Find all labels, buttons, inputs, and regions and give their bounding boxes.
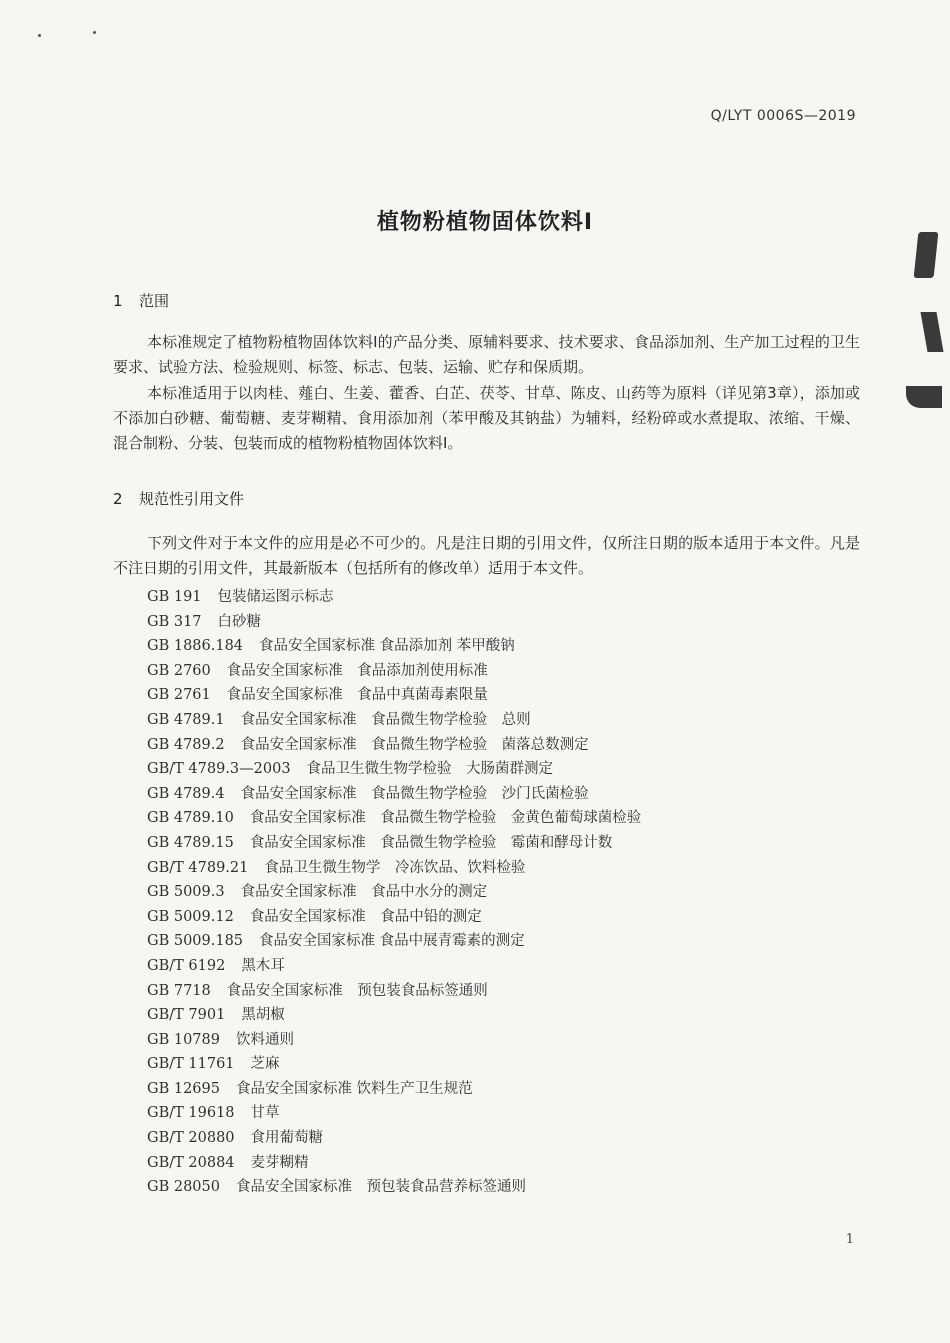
reference-item xyxy=(147,1028,847,1053)
reference-code: GB/T 20884 xyxy=(147,1154,235,1171)
scan-speck xyxy=(93,31,96,34)
reference-name: 食品安全国家标准 食品中水分的测定 xyxy=(240,884,488,901)
scan-speck xyxy=(38,34,41,37)
reference-item xyxy=(147,905,847,930)
reference-code: GB 4789.1 xyxy=(147,711,225,728)
reference-code: GB 4789.15 xyxy=(147,834,234,851)
reference-item xyxy=(147,1101,847,1126)
reference-name: 食品安全国家标准 食品中真菌毒素限量 xyxy=(226,687,488,704)
reference-item xyxy=(147,585,847,610)
reference-name: 食品安全国家标准 食品添加剂使用标准 xyxy=(226,662,488,679)
section-title: 范围 xyxy=(139,292,170,310)
reference-name: 食品安全国家标准 饮料生产卫生规范 xyxy=(235,1080,473,1097)
reference-code: GB 317 xyxy=(147,613,202,630)
reference-name: 食品安全国家标准 食品微生物学检验 金黄色葡萄球菌检验 xyxy=(249,810,642,827)
scan-edge-mark xyxy=(906,386,942,408)
reference-item xyxy=(147,1003,847,1028)
reference-code: GB 4789.4 xyxy=(147,785,225,802)
reference-name: 食品安全国家标准 食品微生物学检验 霉菌和酵母计数 xyxy=(249,834,613,851)
reference-item xyxy=(147,1126,847,1151)
reference-name: 食品卫生微生物学检验 大肠菌群测定 xyxy=(306,761,554,778)
scope-paragraph-2: 本标准适用于以肉桂、薤白、生姜、藿香、白芷、茯苓、甘草、陈皮、山药等为原料（详见第3章），添加或不添加白砂糖、葡萄糖、麦芽糊精、食用添加剂（苯甲酸及其钠盐）为辅料，经粉碎或水煮提取、浓缩、干燥、混合制粉、分装、包装而成的植物粉植物固体饮料Ⅰ。 xyxy=(113,384,860,452)
reference-item xyxy=(147,954,847,979)
reference-code: GB/T 4789.3—2003 xyxy=(147,761,291,778)
reference-name: 食品安全国家标准 食品微生物学检验 总则 xyxy=(240,711,531,728)
normative-references-intro: 下列文件对于本文件的应用是必不可少的。凡是注日期的引用文件，仅所注日期的版本适用于本文件。凡是不注日期的引用文件，其最新版本（包括所有的修改单）适用于本文件。 xyxy=(113,534,860,577)
reference-code: GB/T 7901 xyxy=(147,1007,226,1024)
reference-code: GB 5009.3 xyxy=(147,884,225,901)
reference-item xyxy=(147,757,847,782)
reference-code: GB 12695 xyxy=(147,1080,220,1097)
reference-name: 饮料通则 xyxy=(235,1031,294,1048)
standard-code: Q/LYT 0006S—2019 xyxy=(710,108,856,124)
reference-code: GB 28050 xyxy=(147,1179,220,1196)
reference-item xyxy=(147,880,847,905)
reference-code: GB 191 xyxy=(147,589,202,605)
section-2-heading xyxy=(113,488,244,509)
reference-name: 芝麻 xyxy=(250,1056,280,1073)
reference-item xyxy=(147,831,847,856)
reference-item xyxy=(147,782,847,807)
reference-name: 食品安全国家标准 食品微生物学检验 沙门氏菌检验 xyxy=(240,785,589,802)
reference-name: 食品安全国家标准 食品添加剂 苯甲酸钠 xyxy=(259,638,515,655)
reference-item xyxy=(147,1151,847,1176)
scan-edge-mark xyxy=(914,232,939,278)
reference-item xyxy=(147,1052,847,1077)
reference-item xyxy=(147,708,847,733)
reference-item xyxy=(147,806,847,831)
page-number: 1 xyxy=(845,1232,854,1247)
section-1-heading xyxy=(113,290,169,311)
reference-item xyxy=(147,1077,847,1102)
reference-name: 白砂糖 xyxy=(217,613,262,630)
reference-name: 食品卫生微生物学 冷冻饮品、饮料检验 xyxy=(264,859,526,876)
reference-code: GB/T 11761 xyxy=(147,1056,235,1073)
reference-item xyxy=(147,659,847,684)
reference-item xyxy=(147,683,847,708)
reference-code: GB 10789 xyxy=(147,1031,220,1048)
reference-name: 食品安全国家标准 食品微生物学检验 菌落总数测定 xyxy=(240,736,589,753)
reference-item xyxy=(147,610,847,635)
reference-code: GB 4789.2 xyxy=(147,736,225,753)
scope-paragraph-1: 本标准规定了植物粉植物固体饮料Ⅰ的产品分类、原辅料要求、技术要求、食品添加剂、生产加工过程的卫生要求、试验方法、检验规则、标签、标志、包装、运输、贮存和保质期。 xyxy=(113,333,860,376)
reference-name: 甘草 xyxy=(250,1105,280,1122)
reference-item xyxy=(147,856,847,881)
reference-name: 包装储运图示标志 xyxy=(217,589,334,605)
reference-code: GB 5009.185 xyxy=(147,933,244,950)
reference-code: GB 2760 xyxy=(147,662,211,679)
reference-code: GB 7718 xyxy=(147,982,211,999)
reference-name: 麦芽糊精 xyxy=(250,1154,309,1171)
section-number: 1 xyxy=(113,292,123,310)
reference-name: 黑胡椒 xyxy=(241,1007,285,1024)
document-title: 植物粉植物固体饮料Ⅰ xyxy=(376,210,594,235)
scan-edge-mark xyxy=(920,312,943,352)
reference-code: GB/T 20880 xyxy=(147,1130,235,1147)
reference-item xyxy=(147,733,847,758)
reference-name: 食品安全国家标准 预包装食品标签通则 xyxy=(226,982,488,999)
reference-code: GB/T 19618 xyxy=(147,1105,235,1122)
reference-code: GB 5009.12 xyxy=(147,908,234,925)
reference-name: 食品安全国家标准 食品中展青霉素的测定 xyxy=(259,933,525,950)
reference-code: GB/T 4789.21 xyxy=(147,859,249,876)
section-title: 规范性引用文件 xyxy=(139,490,245,508)
reference-name: 食用葡萄糖 xyxy=(250,1130,324,1147)
reference-name: 黑木耳 xyxy=(241,957,285,974)
reference-name: 食品安全国家标准 食品中铅的测定 xyxy=(249,908,482,925)
reference-code: GB 2761 xyxy=(147,687,211,704)
reference-item xyxy=(147,1175,847,1200)
reference-item xyxy=(147,979,847,1004)
reference-code: GB 4789.10 xyxy=(147,810,234,827)
reference-name: 食品安全国家标准 预包装食品营养标签通则 xyxy=(235,1179,526,1196)
reference-list xyxy=(147,585,847,1200)
reference-item xyxy=(147,634,847,659)
reference-code: GB 1886.184 xyxy=(147,638,244,655)
reference-item xyxy=(147,929,847,954)
reference-code: GB/T 6192 xyxy=(147,957,226,974)
section-number: 2 xyxy=(113,490,123,508)
